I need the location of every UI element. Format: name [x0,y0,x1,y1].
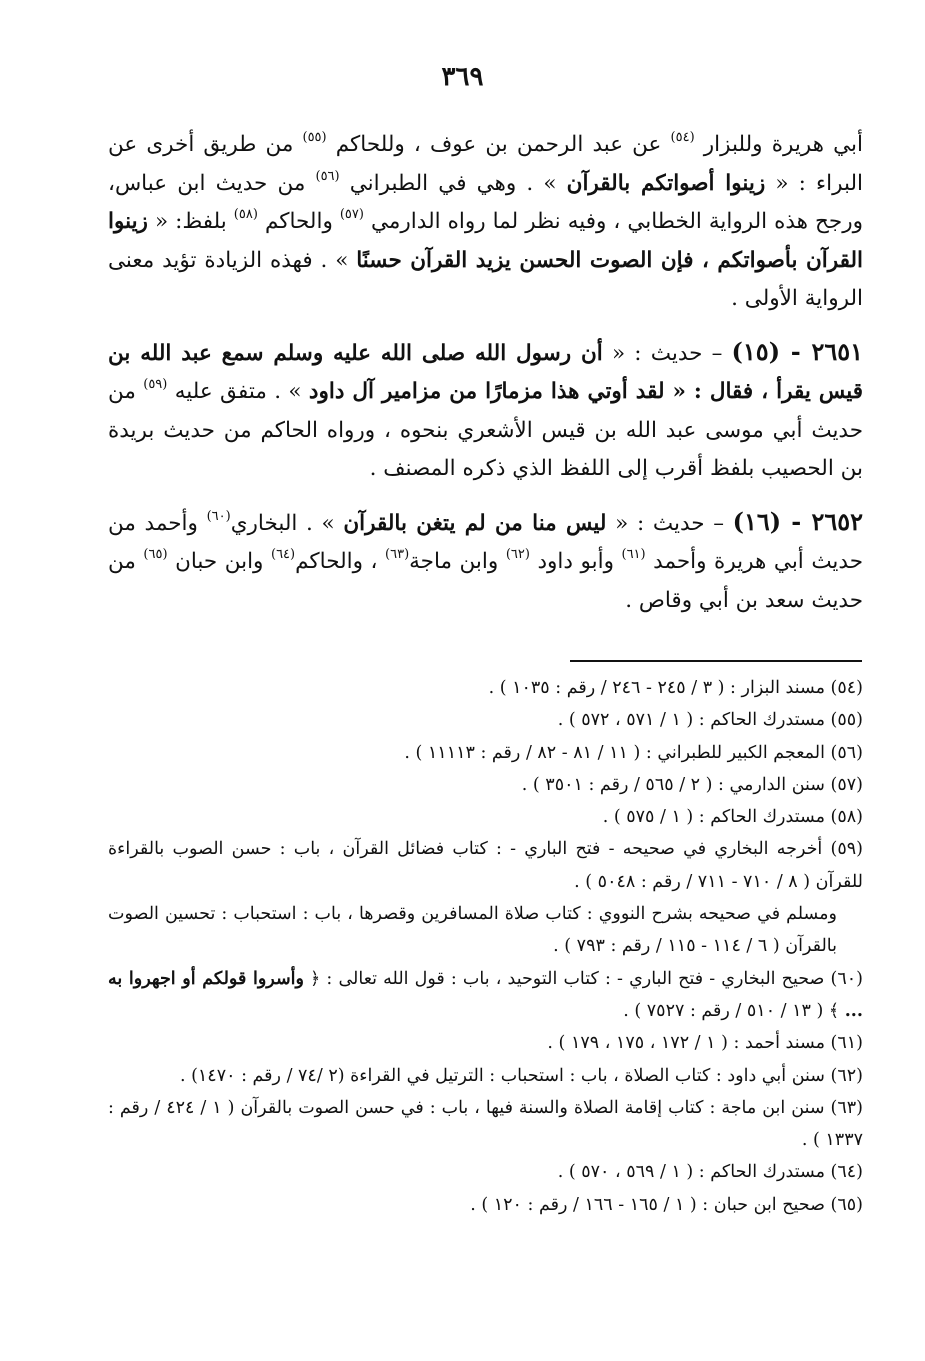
footnote-ref-61[interactable]: (٦١) [621,547,646,562]
hadith-number: ٢٦٥١ - (١٥) [731,336,863,366]
footnote-ref-55[interactable]: (٥٥) [302,130,327,145]
text-run: عن عبد الرحمن بن عوف ، وللحاكم [326,132,671,157]
footnote-ref-60[interactable]: (٦٠) [206,508,231,524]
quran-verse: وأسروا قولكم أو اجهروا به ... [108,968,863,1021]
hadith-2652 [108,503,863,621]
footnote-ref-59[interactable]: (٥٩) [143,377,168,392]
footnote-65: (٦٥) صحيح ابن حبان : ( ١ / ١٦٥ - ١٦٦ / رقم : ١٢٠ ) . [470,1194,863,1215]
text-run: ﴾ ( ١٣ / ٥١٠ / رقم : ٧٥٢٧ ) . [623,1000,845,1021]
footnote-ref-58[interactable]: (٥٨) [233,207,258,222]
footnote-54: (٥٤) مسند البزار : ( ٣ / ٢٤٥ - ٢٤٦ / رقم : ١٠٣٥ ) . [488,678,863,698]
hadith-number: ٢٦٥٢ - (١٦) [732,506,863,536]
footnotes [108,672,863,1221]
text-run: وأبو داود [529,549,622,574]
text-run: وأحمد من حديث أبي هريرة وأحمد [108,510,863,574]
footnote-ref-62[interactable]: (٦٢) [505,547,530,562]
footnote-59-continued: ومسلم في صحيحه بشرح النووي : كتاب صلاة المسافرين وقصرها ، باب : استحباب : تحسين الصوت بالقرآن ( ٦ / ١١٤ - ١١٥ / رقم : ٧٩٣ ) . [108,904,837,957]
quoted-hadith: زينوا أصواتكم بالقرآن [566,170,766,196]
footnote-61: (٦١) مسند أحمد : ( ١ / ١٧٢ ، ١٧٥ ، ١٧٩ ) . [547,1033,863,1054]
text-run: وابن حبان [167,549,271,574]
text-run: » . البخاري [230,510,344,536]
text-run: (٦٠) صحيح البخاري - فتح الباري - : كتاب التوحيد ، باب : قول الله تعالى : ﴿ [303,968,863,989]
text-run: من حديث أبي موسى عبد الله بن قيس الأشعري بنحوه ، ورواه الحاكم من حديث بريدة بن الحصيب بلفظ أقرب إلى اللفظ الذي ذكره المصنف . [108,379,863,481]
paragraph-continuation [108,126,863,319]
text-run: – حديث : « [606,510,733,536]
text-run: من حديث ابن عباس، ورجح هذه الرواية الخطابي ، وفيه نظر لما رواه الدارمي [108,170,863,234]
page-number: ٣٦٩ [441,62,484,92]
footnote-ref-64[interactable]: (٦٤) [270,547,296,562]
text-run: بلفظ: « [147,209,234,234]
footnote-58: (٥٨) مستدرك الحاكم : ( ١ / ٥٧٥ ) . [602,807,863,828]
text-run: والحاكم [257,209,340,234]
footnote-57: (٥٧) سنن الدارمي : ( ٢ / ٥٦٥ / رقم : ٣٥٠١ ) . [521,774,863,795]
quoted-hadith: ليس منا من لم يتغن بالقرآن [343,510,607,536]
footnote-divider [570,660,862,662]
footnote-ref-57[interactable]: (٥٧) [339,207,364,222]
footnote-59: (٥٩) أخرجه البخاري في صحيحه - فتح الباري - : كتاب فضائل القرآن ، باب : حسن الصوب بالقراءة للقرآن ( ٨ / ٧١٠ - ٧١١ / رقم : ٥٠٤٨ ) . [108,839,863,892]
text-run: » . متفق عليه [167,379,309,404]
footnote-62: (٦٢) سنن أبي داود : كتاب الصلاة ، باب : استحباب : الترتيل في القراءة (٢ /٧٤ / رقم : ١٤٧٠) . [179,1065,863,1086]
footnote-ref-65[interactable]: (٦٥) [143,547,168,562]
main-text [108,126,863,620]
footnote-ref-54[interactable]: (٥٤) [670,130,695,145]
quoted-hadith: زينوا القرآن بأصواتكم ، فإن الصوت الحسن يزيد القرآن حسنًا [108,209,863,273]
footnote-64: (٦٤) مستدرك الحاكم : ( ١ / ٥٦٩ ، ٥٧٠ ) . [557,1162,863,1183]
footnote-ref-63[interactable]: (٦٣) [385,547,410,562]
text-run: من حديث سعد بن أبي وقاص . [108,549,863,613]
quoted-hadith: أن رسول الله صلى الله عليه وسلم سمع عبد الله بن قيس يقرأ ، فقال : « لقد أوتي هذا مزمارًا من مزامير آل داود [108,340,864,404]
text-run: » . فهذه الزيادة تؤيد معنى الرواية الأولى . [108,247,863,311]
footnote-63: (٦٣) سنن ابن ماجة : كتاب إقامة الصلاة والسنة فيها ، باب : في حسن الصوت بالقرآن ( ١ / ٤٢٤ / رقم : ١٣٣٧ ) . [108,1097,863,1151]
footnote-55: (٥٥) مستدرك الحاكم : ( ١ / ٥٧١ ، ٥٧٢ ) . [557,710,863,731]
text-run: وابن ماجة [409,549,506,574]
text-run: – حديث : « [602,340,732,366]
text-run: ، والحاكم [295,549,386,574]
footnote-ref-56[interactable]: (٥٦) [315,168,340,184]
text-run: أبي هريرة وللبزار [694,132,864,157]
hadith-2651 [108,333,863,489]
footnote-60 [108,963,863,1028]
text-run: » . وهي في الطبراني [339,170,567,196]
footnote-56: (٥٦) المعجم الكبير للطبراني : ( ١١ / ٨١ - ٨٢ / رقم : ١١١١٣ ) . [404,742,863,763]
text-run: من طريق أخرى عن البراء : « [108,132,863,196]
